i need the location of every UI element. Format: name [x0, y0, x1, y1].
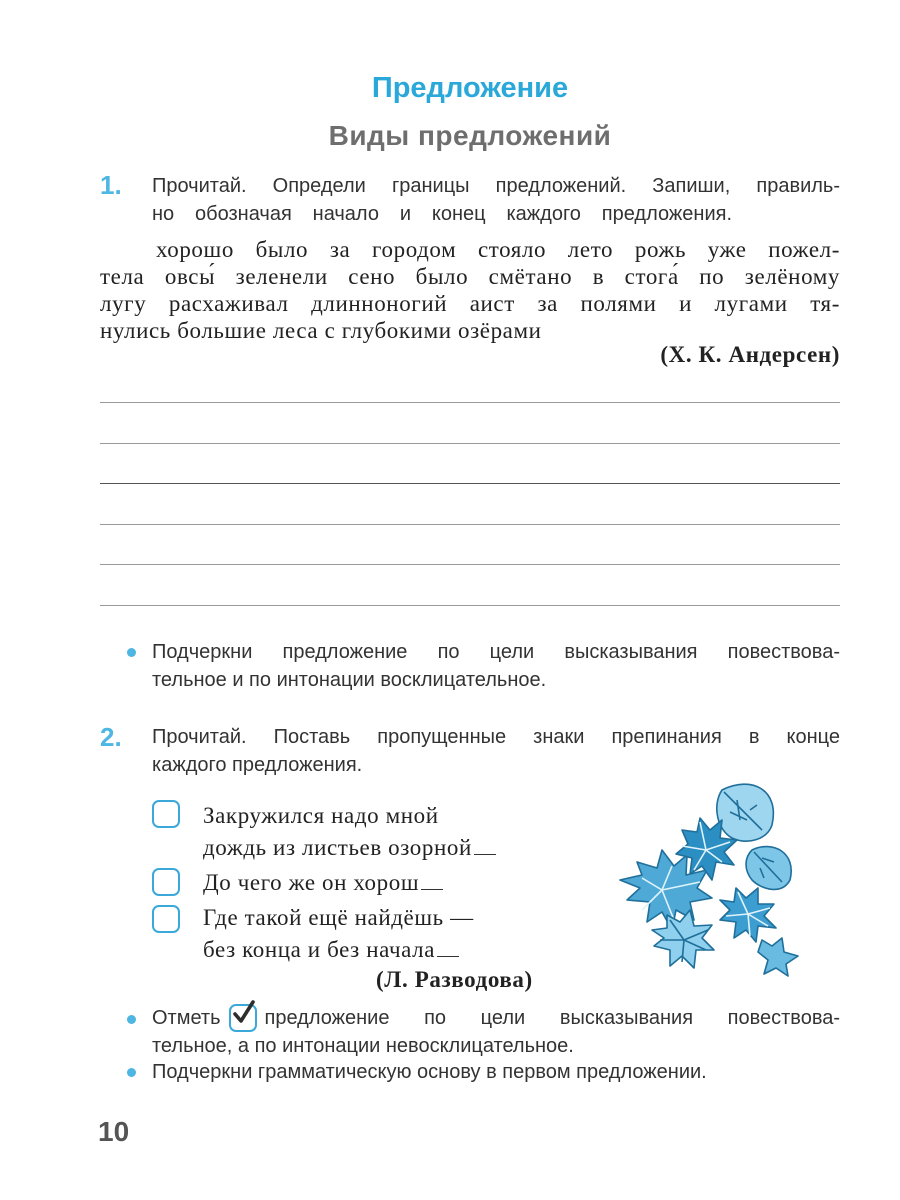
checkbox-sentence-2[interactable] [152, 868, 180, 896]
task-2-instruction-line: Прочитай. Поставь пропущенные знаки препинания в конце [152, 726, 840, 748]
task-1-instruction-line: но обозначая начало и конец каждого предложения. [152, 203, 732, 225]
checkbox-sentence-3[interactable] [152, 905, 180, 933]
passage-line: хорошо было за городом стояло лето рожь уже пожел- [156, 237, 840, 262]
task-2-number: 2. [100, 722, 122, 752]
checkbox-sentence-1[interactable] [152, 800, 180, 828]
answer-blank[interactable] [421, 888, 443, 890]
task-2-bullet-1 [152, 1004, 840, 1060]
bullet-line: тельное и по интонации восклицательное. [152, 669, 547, 691]
task-1-instruction [152, 172, 840, 228]
poem [203, 800, 583, 966]
poem-line: дождь из листьев озорной [203, 832, 583, 864]
poem-line: без конца и без начала [203, 934, 583, 966]
task-1-instruction-line: Прочитай. Определи границы предложений. Запиши, правиль- [152, 175, 840, 197]
writing-line[interactable] [100, 564, 840, 565]
poem-line: Закружился надо мной [203, 803, 439, 828]
bullet-line: Отметь предложение по цели высказывания повествова- [152, 1004, 840, 1032]
checkmark-icon [229, 998, 259, 1028]
checkbox-icon [229, 1004, 257, 1032]
task-1-passage [100, 236, 840, 344]
task-2-bullet-2: Подчеркни грамматическую основу в первом предложении. [152, 1061, 707, 1083]
bullet-line: тельное, а по интонации невосклицательное. [152, 1035, 574, 1057]
writing-line[interactable] [100, 524, 840, 525]
task-1-author: (Х. К. Андерсен) [660, 342, 840, 367]
passage-line: лугу расхаживал длинноногий аист за полями и лугами тя- [100, 291, 840, 316]
bullet-icon [127, 1068, 136, 1077]
writing-line[interactable] [100, 605, 840, 606]
task-2-instruction-line: каждого предложения. [152, 754, 363, 776]
writing-line[interactable] [100, 483, 840, 484]
task-1-number: 1. [100, 170, 122, 200]
page-number: 10 [98, 1116, 130, 1147]
answer-blank[interactable] [437, 955, 459, 957]
passage-line: тела овсы́ зеленели сено было смётано в стога́ по зелёному [100, 264, 840, 289]
section-title: Виды предложений [328, 120, 612, 151]
task-1-bullet [152, 638, 840, 694]
leaves-illustration [612, 770, 812, 980]
chapter-title: Предложение [371, 72, 569, 104]
writing-line[interactable] [100, 443, 840, 444]
poem-line: До чего же он хорош [203, 867, 583, 899]
bullet-icon [127, 1015, 136, 1024]
answer-blank[interactable] [474, 853, 496, 855]
bullet-line: Подчеркни предложение по цели высказывания повествова- [152, 641, 840, 663]
task-2-author: (Л. Разводова) [376, 967, 533, 992]
poem-line: Где такой ещё найдёшь — [203, 905, 474, 930]
writing-line[interactable] [100, 402, 840, 403]
bullet-icon [127, 648, 136, 657]
passage-line: нулись большие леса с глубокими озёрами [100, 318, 542, 343]
